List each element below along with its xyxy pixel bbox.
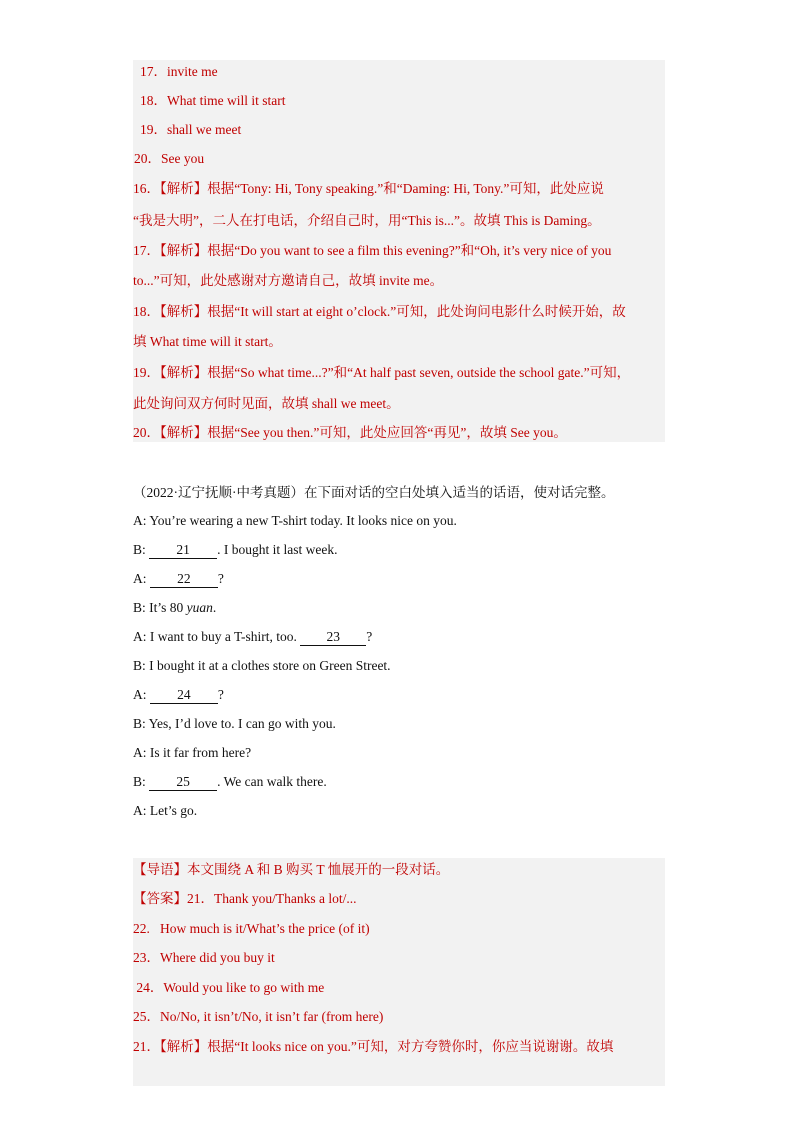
dialogue-text: B: It’s 80 — [133, 600, 187, 615]
analysis-line: 21．【解析】根据“It looks nice on you.”可知，对方夸赞你时，你应当说谢谢。故填 — [133, 1039, 614, 1054]
analysis-line: 20．【解析】根据“See you then.”可知，此处应回答“再见”，故填 See you。 — [133, 425, 567, 440]
question-intro: （2022·辽宁抚顺·中考真题）在下面对话的空白处填入适当的话语，使对话完整。 — [133, 485, 615, 500]
answer-line: 18．What time will it start — [140, 93, 286, 108]
answer-line: 22. How much is it/What’s the price (of it) — [133, 921, 370, 936]
answer-line: 17．invite me — [140, 64, 218, 79]
answer-line: 【答案】21．Thank you/Thanks a lot/... — [133, 891, 357, 906]
speaker: A: — [133, 687, 150, 702]
answer-line: 25．No/No, it isn’t/No, it isn’t far (from here) — [133, 1009, 384, 1024]
dialogue-text: . — [212, 600, 217, 615]
blank-21[interactable]: 21 — [149, 542, 217, 559]
speaker: B: — [133, 542, 150, 557]
dialogue-italic: yuan — [186, 600, 213, 615]
blank-23[interactable]: 23 — [300, 629, 366, 646]
dialogue-line — [133, 599, 216, 617]
dialogue-line: A: Is it far from here? — [133, 745, 252, 760]
answer-line: 24．Would you like to go with me — [133, 980, 325, 995]
dialogue-text: ? — [366, 629, 373, 644]
dialogue-line: B: Yes, I’d love to. I can go with you. — [133, 716, 336, 731]
blank-25[interactable]: 25 — [149, 774, 217, 791]
blank-24[interactable]: 24 — [150, 687, 218, 704]
dialogue-line: A: Let’s go. — [133, 803, 198, 818]
dialogue-line — [133, 773, 327, 791]
analysis-line: 19．【解析】根据“So what time...?”和“At half past seven, outside the school gate.”可知， — [133, 365, 631, 380]
dialogue-line — [133, 541, 338, 559]
lead-line: 【导语】本文围绕 A 和 B 购买 T 恤展开的一段对话。 — [133, 862, 450, 877]
speaker: B: — [133, 774, 150, 789]
analysis-line: “我是大明”，二人在打电话，介绍自己时，用“This is...”。故填 This is Daming。 — [133, 213, 601, 228]
answer-line: 23．Where did you buy it — [133, 950, 275, 965]
analysis-line: 18．【解析】根据“It will start at eight o’clock.”可知，此处询问电影什么时候开始，故 — [133, 304, 626, 319]
dialogue-line: B: I bought it at a clothes store on Green Street. — [133, 658, 391, 673]
analysis-line: 填 What time will it start。 — [133, 334, 282, 349]
blank-22[interactable]: 22 — [150, 571, 218, 588]
dialogue-text: A: I want to buy a T-shirt, too. — [133, 629, 301, 644]
analysis-line: 此处询问双方何时见面，故填 shall we meet。 — [133, 396, 400, 411]
dialogue-line: A: You’re wearing a new T-shirt today. It looks nice on you. — [133, 513, 457, 528]
dialogue-line — [133, 686, 224, 704]
answer-line: 20．See you — [134, 151, 205, 166]
dialogue-text: . We can walk there. — [217, 774, 327, 789]
dialogue-line — [133, 628, 372, 646]
answer-line: 19．shall we meet — [140, 122, 242, 137]
analysis-line: 16．【解析】根据“Tony: Hi, Tony speaking.”和“Daming: Hi, Tony.”可知，此处应说 — [133, 181, 604, 196]
dialogue-line — [133, 570, 224, 588]
analysis-line: 17．【解析】根据“Do you want to see a film this evening?”和“Oh, it’s very nice of you — [133, 243, 612, 258]
dialogue-text: ? — [217, 571, 224, 586]
speaker: A: — [133, 571, 150, 586]
dialogue-text: . I bought it last week. — [217, 542, 338, 557]
analysis-line: to...”可知，此处感谢对方邀请自己，故填 invite me。 — [133, 273, 444, 288]
dialogue-text: ? — [217, 687, 224, 702]
